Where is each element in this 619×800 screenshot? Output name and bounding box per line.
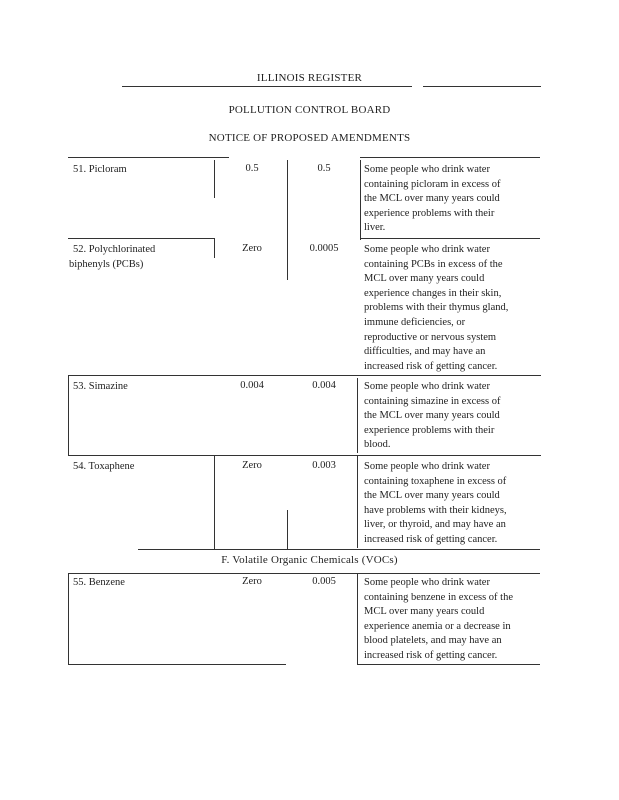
health-effects: Some people who drink water containing simazine in excess of the MCL over many years could experience problems with their blood. xyxy=(364,381,501,451)
col-divider xyxy=(214,160,215,198)
contaminant-name: 55. Benzene xyxy=(73,577,125,588)
col-divider xyxy=(357,378,358,453)
contaminant-name: 53. Simazine xyxy=(73,381,128,392)
col-divider xyxy=(287,160,288,280)
board-title: POLLUTION CONTROL BOARD xyxy=(228,104,391,116)
mclg-value: Zero xyxy=(242,576,262,587)
col-divider xyxy=(360,160,361,240)
table-top-rule xyxy=(68,157,229,158)
row-rule-right xyxy=(360,238,540,239)
health-effects: Some people who drink water containing PCBs in excess of the MCL over many years could experience changes in their skin, problems with their thymus gland, immune deficiencies, or reproductive or nervous system difficulties, and may have an increased risk of getting cancer. xyxy=(364,244,509,372)
mcl-value: 0.0005 xyxy=(309,243,339,254)
col-divider xyxy=(287,510,288,550)
col-divider xyxy=(68,574,69,664)
mclg-value: Zero xyxy=(242,243,262,254)
contaminant-name: 52. Polychlorinated biphenyls (PCBs) xyxy=(69,244,156,270)
mclg-value: 0.5 xyxy=(245,163,259,174)
section-rule xyxy=(68,573,540,574)
mclg-value: Zero xyxy=(242,460,262,471)
register-rule-left xyxy=(122,86,412,87)
table-top-rule-right xyxy=(360,157,540,158)
table-bottom-rule-right xyxy=(357,664,540,665)
mcl-value: 0.5 xyxy=(317,163,331,174)
mcl-value: 0.005 xyxy=(312,576,336,587)
col-divider xyxy=(214,238,215,258)
voc-section-title: F. Volatile Organic Chemicals (VOCs) xyxy=(221,554,398,566)
col-divider xyxy=(68,376,69,456)
col-divider xyxy=(214,456,215,549)
health-effects: Some people who drink water containing benzene in excess of the MCL over many years could experience anemia or a decrease in blood platelets, and may have an increased risk of getting cancer. xyxy=(364,577,513,661)
col-divider xyxy=(357,574,358,664)
row-rule xyxy=(138,549,540,550)
col-divider xyxy=(357,456,358,548)
row-rule xyxy=(68,238,215,239)
row-rule xyxy=(68,455,541,456)
health-effects: Some people who drink water containing picloram in excess of the MCL over many years could experience problems with their liver. xyxy=(364,164,501,234)
health-effects: Some people who drink water containing toxaphene in excess of the MCL over many years could have problems with their kidneys, liver, or thyroid, and may have an increased risk of getting cancer. xyxy=(364,461,507,545)
contaminant-name: 54. Toxaphene xyxy=(73,461,135,472)
mcl-value: 0.003 xyxy=(312,460,336,471)
contaminant-name: 51. Picloram xyxy=(73,164,127,175)
table-bottom-rule xyxy=(68,664,286,665)
register-title: ILLINOIS REGISTER xyxy=(256,72,363,84)
mclg-value: 0.004 xyxy=(240,380,264,391)
register-rule-right xyxy=(423,86,541,87)
notice-title: NOTICE OF PROPOSED AMENDMENTS xyxy=(208,132,411,144)
mcl-value: 0.004 xyxy=(312,380,336,391)
row-rule xyxy=(68,375,541,376)
